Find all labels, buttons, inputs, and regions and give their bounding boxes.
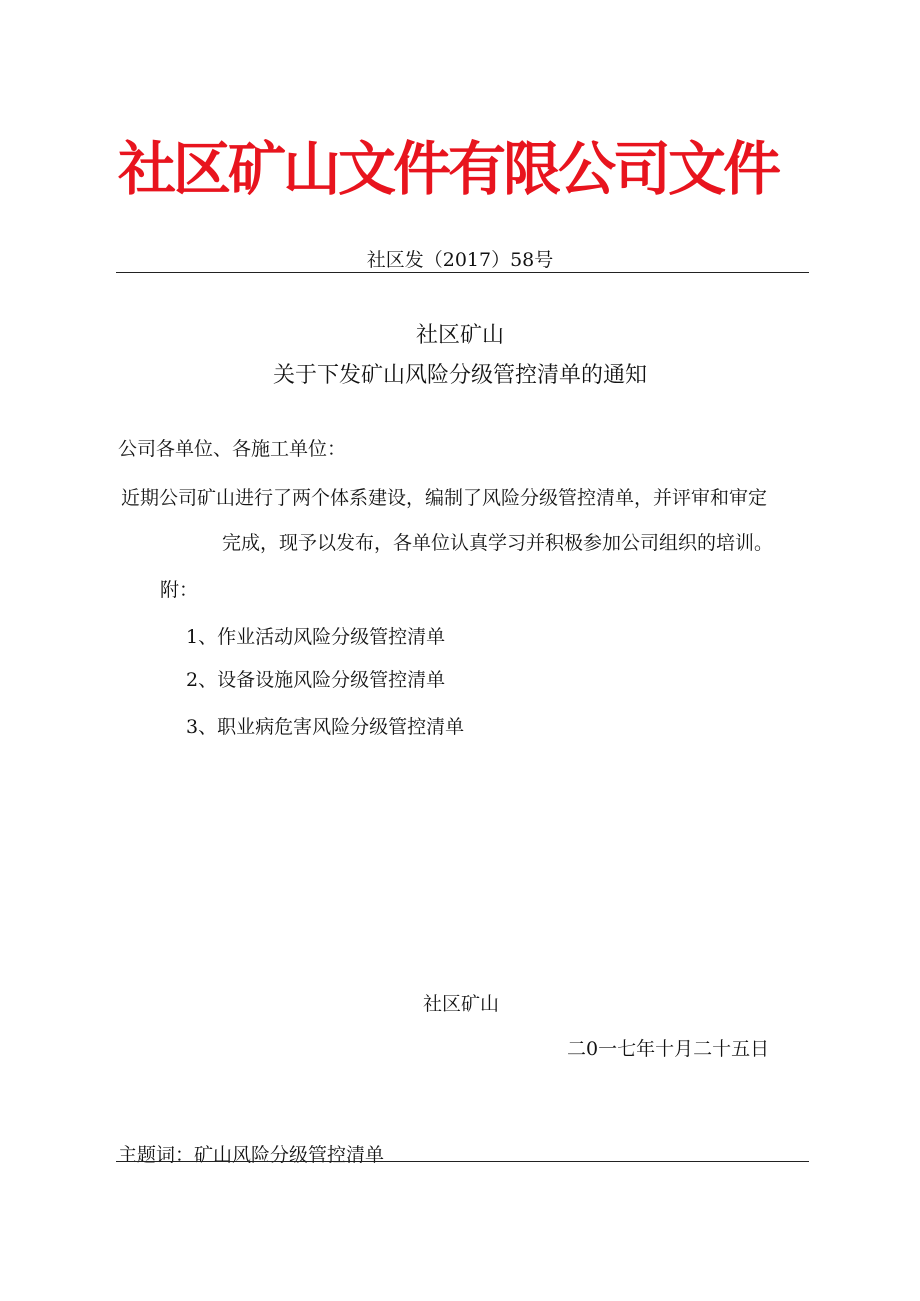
attachment-item: 1、作业活动风险分级管控清单: [186, 626, 446, 648]
attachment-item: 3、职业病危害风险分级管控清单: [186, 716, 465, 738]
body-paragraph-line-2: 完成，现予以发布，各单位认真学习并积极参加公司组织的培训。: [222, 532, 774, 554]
header-divider: [116, 272, 809, 273]
footer-divider: [116, 1161, 809, 1162]
attachment-item: 2、设备设施风险分级管控清单: [186, 669, 446, 691]
subject-words: 主题词：矿山风险分级管控清单: [118, 1144, 385, 1166]
document-header-title: 社区矿山文件有限公司文件: [118, 135, 779, 203]
body-paragraph-line-1: 近期公司矿山进行了两个体系建设，编制了风险分级管控清单，并评审和审定: [121, 487, 768, 509]
signature-organization: 社区矿山: [423, 993, 500, 1015]
notice-subject-title: 关于下发矿山风险分级管控清单的通知: [272, 363, 647, 388]
attachment-label: 附：: [160, 579, 199, 601]
document-number: 社区发（2017）58号: [366, 249, 554, 271]
signature-date: 二0一七年十月二十五日: [567, 1038, 770, 1060]
notice-organization: 社区矿山: [415, 323, 504, 348]
salutation: 公司各单位、各施工单位：: [118, 438, 347, 460]
